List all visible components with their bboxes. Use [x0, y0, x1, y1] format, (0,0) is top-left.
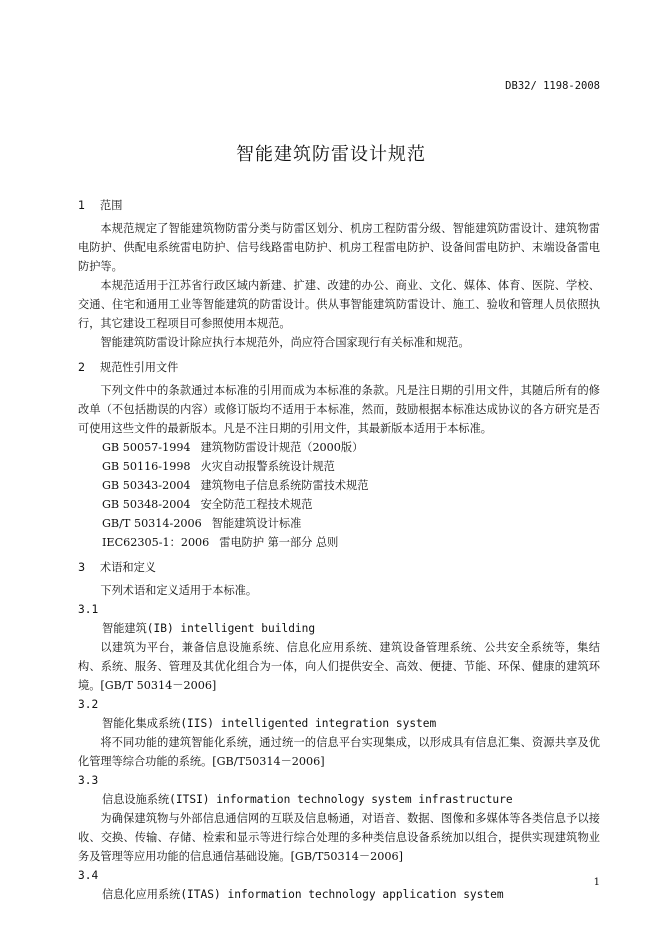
reference-item [102, 495, 600, 514]
term-definition: 为确保建筑物与外部信息通信网的互联及信息畅通，对语音、数据、图像和多媒体等各类信息予以接收、交换、传输、存储、检索和显示等进行综合处理的多种类信息设备系统加以组合，提供实现建筑物业务及管理等应用功能的信息通信基础设施。[GB/T50314－2006] [78, 812, 600, 863]
section-title: 术语和定义 [100, 561, 156, 574]
section-number: 3 [78, 561, 86, 574]
section-heading [78, 196, 600, 215]
term-number: 3.3 [78, 774, 99, 787]
paragraph: 本规范规定了智能建筑物防雷分类与防雷区划分、机房工程防雷分级、智能建筑防雷设计、建筑物雷电防护、供配电系统雷电防护、信号线路雷电防护、机房工程雷电防护、设备间雷电防护、末端设备雷电防护等。 [78, 222, 600, 273]
term-definition: 以建筑为平台，兼备信息设施系统、信息化应用系统、建筑设备管理系统、公共安全系统等，集结构、系统、服务、管理及其优化组合为一体，向人们提供安全、高效、便捷、节能、环保、健康的建筑环境。[GB/T 50314－2006] [78, 641, 600, 692]
page-number: 1 [593, 877, 600, 888]
reference-title: 雷电防护 第一部分 总则 [219, 536, 339, 549]
term-number: 3.4 [78, 869, 99, 882]
term-name: 信息设施系统(ITSI) information technology system infrastructure [102, 793, 513, 806]
reference-item [102, 514, 600, 533]
reference-title: 建筑物电子信息系统防雷技术规范 [200, 479, 369, 492]
reference-item [102, 533, 600, 552]
term-name: 智能建筑(IB) intelligent building [102, 622, 316, 635]
reference-title: 智能建筑设计标准 [211, 517, 302, 530]
document-body [78, 190, 600, 904]
section-title: 规范性引用文件 [100, 361, 179, 374]
reference-code: IEC62305-1：2006 [102, 536, 210, 549]
paragraph: 下列文件中的条款通过本标准的引用而成为本标准的条款。凡是注日期的引用文件，其随后所有的修改单（不包括勘误的内容）或修订版均不适用于本标准，然而，鼓励根据本标准达成协议的各方研究是否可使用这些文件的最新版本。凡是不注日期的引用文件，其最新版本适用于本标准。 [78, 384, 600, 435]
reference-code: GB/T 50314-2006 [102, 517, 202, 530]
section-normative-references [78, 358, 600, 552]
reference-code: GB 50057-1994 [102, 441, 191, 454]
section-number: 2 [78, 361, 86, 374]
paragraph: 下列术语和定义适用于本标准。 [100, 584, 258, 597]
reference-code: GB 50343-2004 [102, 479, 191, 492]
reference-item [102, 438, 600, 457]
page-title: 智能建筑防雷设计规范 [236, 144, 426, 165]
reference-title: 建筑物防雷设计规范（2000版） [200, 441, 364, 454]
term-name: 信息化应用系统(ITAS) information technology application system [102, 888, 504, 901]
paragraph: 智能建筑防雷设计除应执行本规范外，尚应符合国家现行有关标准和规范。 [100, 336, 470, 349]
paragraph: 本规范适用于江苏省行政区域内新建、扩建、改建的办公、商业、文化、媒体、体育、医院、学校、交通、住宅和通用工业等智能建筑的防雷设计。供从事智能建筑防雷设计、施工、验收和管理人员依照执行，其它建设工程项目可参照使用本规范。 [78, 279, 600, 330]
reference-code: GB 50116-1998 [102, 460, 191, 473]
term-number: 3.2 [78, 698, 99, 711]
term-definition: 将不同功能的建筑智能化系统，通过统一的信息平台实现集成，以形成具有信息汇集、资源共享及优化管理等综合功能的系统。[GB/T50314－2006] [78, 736, 600, 768]
reference-title: 安全防范工程技术规范 [200, 498, 313, 511]
section-heading [78, 358, 600, 377]
document-code: DB32/ 1198-2008 [505, 80, 600, 92]
section-terms-definitions [78, 558, 600, 904]
section-scope [78, 196, 600, 352]
term-name: 智能化集成系统(IIS) intelligented integration system [102, 717, 437, 730]
section-title: 范围 [100, 199, 123, 212]
reference-code: GB 50348-2004 [102, 498, 191, 511]
reference-item [102, 457, 600, 476]
section-number: 1 [78, 199, 86, 212]
reference-title: 火灾自动报警系统设计规范 [200, 460, 335, 473]
term-number: 3.1 [78, 603, 99, 616]
reference-item [102, 476, 600, 495]
section-heading [78, 558, 600, 577]
